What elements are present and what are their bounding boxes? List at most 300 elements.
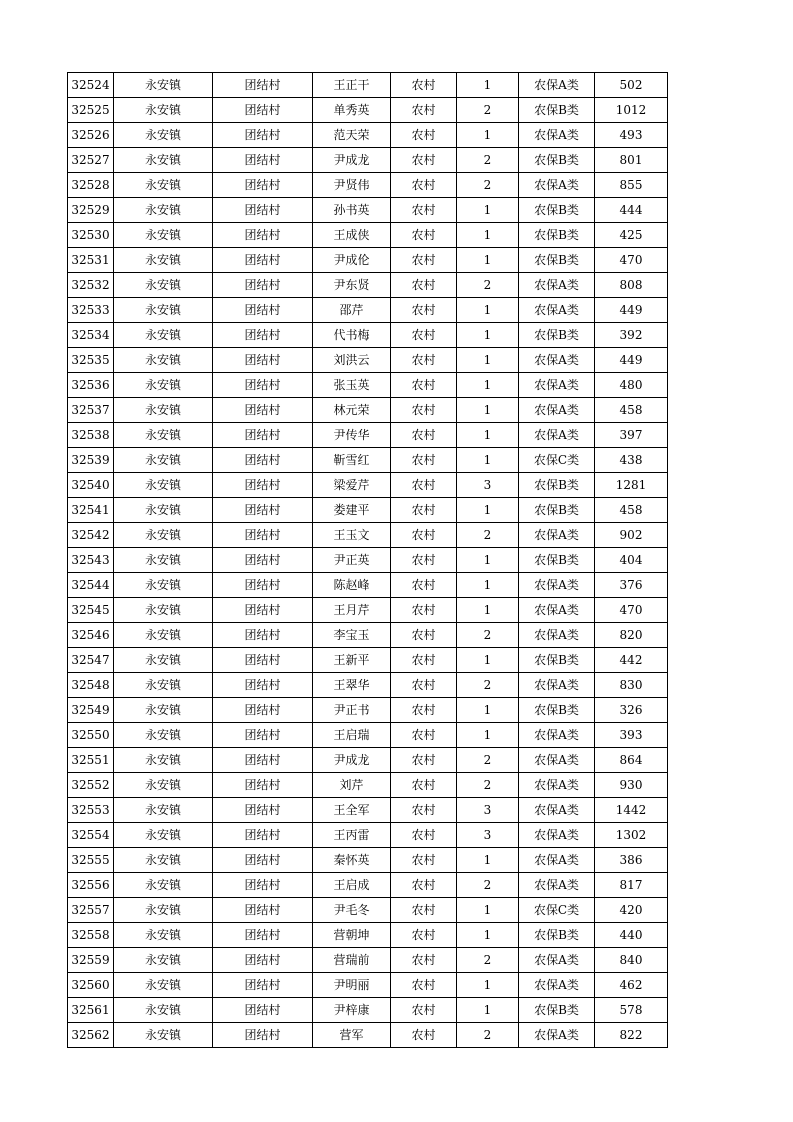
amount-cell: 470 (595, 598, 668, 623)
name-cell: 营朝坤 (313, 923, 391, 948)
amount-cell: 820 (595, 623, 668, 648)
row-id-cell: 32524 (68, 73, 114, 98)
amount-cell: 458 (595, 398, 668, 423)
table-row (68, 998, 668, 1023)
row-id-cell: 32536 (68, 373, 114, 398)
row-id-cell: 32551 (68, 748, 114, 773)
household-count-cell: 2 (457, 273, 519, 298)
town-cell: 永安镇 (114, 798, 213, 823)
town-cell: 永安镇 (114, 448, 213, 473)
amount-cell: 902 (595, 523, 668, 548)
table-row (68, 173, 668, 198)
area-type-cell: 农村 (391, 898, 457, 923)
amount-cell: 864 (595, 748, 668, 773)
household-count-cell: 1 (457, 573, 519, 598)
name-cell: 王丙雷 (313, 823, 391, 848)
name-cell: 王新平 (313, 648, 391, 673)
town-cell: 永安镇 (114, 723, 213, 748)
row-id-cell: 32554 (68, 823, 114, 848)
household-count-cell: 1 (457, 448, 519, 473)
amount-cell: 420 (595, 898, 668, 923)
town-cell: 永安镇 (114, 823, 213, 848)
row-id-cell: 32549 (68, 698, 114, 723)
town-cell: 永安镇 (114, 873, 213, 898)
row-id-cell: 32531 (68, 248, 114, 273)
village-cell: 团结村 (213, 148, 313, 173)
insurance-class-cell: 农保A类 (519, 798, 595, 823)
household-count-cell: 1 (457, 698, 519, 723)
row-id-cell: 32555 (68, 848, 114, 873)
village-cell: 团结村 (213, 598, 313, 623)
name-cell: 王正干 (313, 73, 391, 98)
town-cell: 永安镇 (114, 123, 213, 148)
village-cell: 团结村 (213, 498, 313, 523)
area-type-cell: 农村 (391, 73, 457, 98)
household-count-cell: 1 (457, 498, 519, 523)
amount-cell: 1281 (595, 473, 668, 498)
table-body (68, 73, 668, 1048)
name-cell: 秦怀英 (313, 848, 391, 873)
table-row (68, 248, 668, 273)
area-type-cell: 农村 (391, 573, 457, 598)
name-cell: 李宝玉 (313, 623, 391, 648)
data-table (67, 72, 668, 1048)
village-cell: 团结村 (213, 323, 313, 348)
household-count-cell: 1 (457, 898, 519, 923)
town-cell: 永安镇 (114, 498, 213, 523)
town-cell: 永安镇 (114, 73, 213, 98)
name-cell: 营军 (313, 1023, 391, 1048)
household-count-cell: 2 (457, 523, 519, 548)
row-id-cell: 32559 (68, 948, 114, 973)
household-count-cell: 1 (457, 73, 519, 98)
village-cell: 团结村 (213, 948, 313, 973)
village-cell: 团结村 (213, 523, 313, 548)
household-count-cell: 2 (457, 1023, 519, 1048)
household-count-cell: 1 (457, 373, 519, 398)
table-row (68, 98, 668, 123)
area-type-cell: 农村 (391, 598, 457, 623)
village-cell: 团结村 (213, 923, 313, 948)
area-type-cell: 农村 (391, 698, 457, 723)
household-count-cell: 3 (457, 798, 519, 823)
area-type-cell: 农村 (391, 773, 457, 798)
household-count-cell: 1 (457, 973, 519, 998)
insurance-class-cell: 农保A类 (519, 773, 595, 798)
village-cell: 团结村 (213, 248, 313, 273)
area-type-cell: 农村 (391, 748, 457, 773)
area-type-cell: 农村 (391, 648, 457, 673)
village-cell: 团结村 (213, 298, 313, 323)
village-cell: 团结村 (213, 273, 313, 298)
town-cell: 永安镇 (114, 348, 213, 373)
area-type-cell: 农村 (391, 223, 457, 248)
table-row (68, 598, 668, 623)
household-count-cell: 1 (457, 398, 519, 423)
amount-cell: 376 (595, 573, 668, 598)
insurance-class-cell: 农保A类 (519, 73, 595, 98)
insurance-class-cell: 农保A类 (519, 348, 595, 373)
name-cell: 娄建平 (313, 498, 391, 523)
area-type-cell: 农村 (391, 623, 457, 648)
name-cell: 刘洪云 (313, 348, 391, 373)
table-row (68, 473, 668, 498)
household-count-cell: 2 (457, 873, 519, 898)
insurance-class-cell: 农保C类 (519, 898, 595, 923)
table-row (68, 198, 668, 223)
amount-cell: 462 (595, 973, 668, 998)
area-type-cell: 农村 (391, 448, 457, 473)
area-type-cell: 农村 (391, 673, 457, 698)
row-id-cell: 32561 (68, 998, 114, 1023)
town-cell: 永安镇 (114, 298, 213, 323)
insurance-class-cell: 农保B类 (519, 148, 595, 173)
town-cell: 永安镇 (114, 473, 213, 498)
table-row (68, 348, 668, 373)
row-id-cell: 32550 (68, 723, 114, 748)
name-cell: 营瑞前 (313, 948, 391, 973)
household-count-cell: 1 (457, 123, 519, 148)
village-cell: 团结村 (213, 223, 313, 248)
table-row (68, 123, 668, 148)
amount-cell: 480 (595, 373, 668, 398)
town-cell: 永安镇 (114, 398, 213, 423)
row-id-cell: 32533 (68, 298, 114, 323)
area-type-cell: 农村 (391, 348, 457, 373)
name-cell: 林元荣 (313, 398, 391, 423)
insurance-class-cell: 农保A类 (519, 948, 595, 973)
amount-cell: 830 (595, 673, 668, 698)
town-cell: 永安镇 (114, 173, 213, 198)
insurance-class-cell: 农保A类 (519, 723, 595, 748)
village-cell: 团结村 (213, 998, 313, 1023)
table-row (68, 448, 668, 473)
village-cell: 团结村 (213, 648, 313, 673)
amount-cell: 392 (595, 323, 668, 348)
village-cell: 团结村 (213, 73, 313, 98)
village-cell: 团结村 (213, 723, 313, 748)
insurance-class-cell: 农保B类 (519, 498, 595, 523)
household-count-cell: 3 (457, 823, 519, 848)
amount-cell: 930 (595, 773, 668, 798)
table-row (68, 973, 668, 998)
name-cell: 尹毛冬 (313, 898, 391, 923)
village-cell: 团结村 (213, 198, 313, 223)
table-row (68, 923, 668, 948)
amount-cell: 470 (595, 248, 668, 273)
name-cell: 尹正书 (313, 698, 391, 723)
row-id-cell: 32560 (68, 973, 114, 998)
amount-cell: 404 (595, 548, 668, 573)
village-cell: 团结村 (213, 1023, 313, 1048)
name-cell: 张玉英 (313, 373, 391, 398)
row-id-cell: 32545 (68, 598, 114, 623)
household-count-cell: 1 (457, 848, 519, 873)
row-id-cell: 32529 (68, 198, 114, 223)
name-cell: 尹成伦 (313, 248, 391, 273)
row-id-cell: 32541 (68, 498, 114, 523)
insurance-class-cell: 农保A类 (519, 848, 595, 873)
amount-cell: 1012 (595, 98, 668, 123)
row-id-cell: 32553 (68, 798, 114, 823)
village-cell: 团结村 (213, 898, 313, 923)
household-count-cell: 2 (457, 948, 519, 973)
village-cell: 团结村 (213, 173, 313, 198)
area-type-cell: 农村 (391, 248, 457, 273)
name-cell: 王全军 (313, 798, 391, 823)
household-count-cell: 2 (457, 623, 519, 648)
amount-cell: 840 (595, 948, 668, 973)
insurance-class-cell: 农保A类 (519, 273, 595, 298)
town-cell: 永安镇 (114, 948, 213, 973)
row-id-cell: 32552 (68, 773, 114, 798)
household-count-cell: 1 (457, 323, 519, 348)
row-id-cell: 32547 (68, 648, 114, 673)
table-row (68, 1023, 668, 1048)
household-count-cell: 2 (457, 173, 519, 198)
town-cell: 永安镇 (114, 1023, 213, 1048)
name-cell: 尹成龙 (313, 748, 391, 773)
table-row (68, 148, 668, 173)
town-cell: 永安镇 (114, 248, 213, 273)
name-cell: 尹成龙 (313, 148, 391, 173)
name-cell: 尹正英 (313, 548, 391, 573)
name-cell: 梁爱芹 (313, 473, 391, 498)
area-type-cell: 农村 (391, 848, 457, 873)
amount-cell: 386 (595, 848, 668, 873)
household-count-cell: 1 (457, 998, 519, 1023)
insurance-class-cell: 农保A类 (519, 823, 595, 848)
table-row (68, 373, 668, 398)
town-cell: 永安镇 (114, 973, 213, 998)
village-cell: 团结村 (213, 98, 313, 123)
row-id-cell: 32530 (68, 223, 114, 248)
name-cell: 尹梓康 (313, 998, 391, 1023)
amount-cell: 425 (595, 223, 668, 248)
row-id-cell: 32543 (68, 548, 114, 573)
area-type-cell: 农村 (391, 723, 457, 748)
village-cell: 团结村 (213, 448, 313, 473)
village-cell: 团结村 (213, 573, 313, 598)
amount-cell: 578 (595, 998, 668, 1023)
name-cell: 刘芹 (313, 773, 391, 798)
amount-cell: 822 (595, 1023, 668, 1048)
name-cell: 王月芹 (313, 598, 391, 623)
area-type-cell: 农村 (391, 273, 457, 298)
insurance-class-cell: 农保B类 (519, 473, 595, 498)
town-cell: 永安镇 (114, 373, 213, 398)
table-row (68, 298, 668, 323)
area-type-cell: 农村 (391, 823, 457, 848)
household-count-cell: 2 (457, 98, 519, 123)
name-cell: 尹传华 (313, 423, 391, 448)
name-cell: 王玉文 (313, 523, 391, 548)
village-cell: 团结村 (213, 748, 313, 773)
village-cell: 团结村 (213, 373, 313, 398)
amount-cell: 502 (595, 73, 668, 98)
town-cell: 永安镇 (114, 98, 213, 123)
name-cell: 尹东贤 (313, 273, 391, 298)
amount-cell: 458 (595, 498, 668, 523)
insurance-class-cell: 农保B类 (519, 698, 595, 723)
insurance-class-cell: 农保B类 (519, 923, 595, 948)
amount-cell: 440 (595, 923, 668, 948)
table-row (68, 773, 668, 798)
name-cell: 孙书英 (313, 198, 391, 223)
insurance-class-cell: 农保A类 (519, 523, 595, 548)
area-type-cell: 农村 (391, 148, 457, 173)
amount-cell: 442 (595, 648, 668, 673)
name-cell: 单秀英 (313, 98, 391, 123)
insurance-class-cell: 农保B类 (519, 223, 595, 248)
household-count-cell: 1 (457, 198, 519, 223)
area-type-cell: 农村 (391, 198, 457, 223)
amount-cell: 393 (595, 723, 668, 748)
name-cell: 王启成 (313, 873, 391, 898)
area-type-cell: 农村 (391, 323, 457, 348)
insurance-class-cell: 农保A类 (519, 673, 595, 698)
town-cell: 永安镇 (114, 648, 213, 673)
table-row (68, 398, 668, 423)
town-cell: 永安镇 (114, 623, 213, 648)
table-row (68, 823, 668, 848)
village-cell: 团结村 (213, 823, 313, 848)
village-cell: 团结村 (213, 623, 313, 648)
row-id-cell: 32532 (68, 273, 114, 298)
town-cell: 永安镇 (114, 673, 213, 698)
row-id-cell: 32542 (68, 523, 114, 548)
household-count-cell: 2 (457, 673, 519, 698)
village-cell: 团结村 (213, 798, 313, 823)
insurance-class-cell: 农保B类 (519, 648, 595, 673)
insurance-class-cell: 农保B类 (519, 198, 595, 223)
table-row (68, 498, 668, 523)
area-type-cell: 农村 (391, 498, 457, 523)
row-id-cell: 32540 (68, 473, 114, 498)
insurance-class-cell: 农保B类 (519, 248, 595, 273)
area-type-cell: 农村 (391, 373, 457, 398)
area-type-cell: 农村 (391, 998, 457, 1023)
area-type-cell: 农村 (391, 798, 457, 823)
row-id-cell: 32558 (68, 923, 114, 948)
row-id-cell: 32525 (68, 98, 114, 123)
row-id-cell: 32556 (68, 873, 114, 898)
insurance-class-cell: 农保C类 (519, 448, 595, 473)
insurance-class-cell: 农保B类 (519, 548, 595, 573)
village-cell: 团结村 (213, 773, 313, 798)
amount-cell: 449 (595, 348, 668, 373)
row-id-cell: 32562 (68, 1023, 114, 1048)
insurance-class-cell: 农保A类 (519, 423, 595, 448)
amount-cell: 438 (595, 448, 668, 473)
village-cell: 团结村 (213, 123, 313, 148)
insurance-class-cell: 农保A类 (519, 123, 595, 148)
household-count-cell: 1 (457, 298, 519, 323)
village-cell: 团结村 (213, 673, 313, 698)
name-cell: 代书梅 (313, 323, 391, 348)
name-cell: 王成侠 (313, 223, 391, 248)
household-count-cell: 2 (457, 773, 519, 798)
household-count-cell: 2 (457, 748, 519, 773)
table-row (68, 523, 668, 548)
area-type-cell: 农村 (391, 923, 457, 948)
household-count-cell: 1 (457, 223, 519, 248)
area-type-cell: 农村 (391, 423, 457, 448)
area-type-cell: 农村 (391, 298, 457, 323)
table-row (68, 548, 668, 573)
table-row (68, 573, 668, 598)
table-row (68, 748, 668, 773)
name-cell: 陈赵峰 (313, 573, 391, 598)
town-cell: 永安镇 (114, 523, 213, 548)
area-type-cell: 农村 (391, 1023, 457, 1048)
town-cell: 永安镇 (114, 148, 213, 173)
name-cell: 王翠华 (313, 673, 391, 698)
table-row (68, 798, 668, 823)
town-cell: 永安镇 (114, 323, 213, 348)
table-row (68, 673, 668, 698)
area-type-cell: 农村 (391, 123, 457, 148)
area-type-cell: 农村 (391, 948, 457, 973)
name-cell: 尹贤伟 (313, 173, 391, 198)
household-count-cell: 1 (457, 548, 519, 573)
insurance-class-cell: 农保A类 (519, 973, 595, 998)
village-cell: 团结村 (213, 973, 313, 998)
town-cell: 永安镇 (114, 698, 213, 723)
table-row (68, 323, 668, 348)
table-row (68, 648, 668, 673)
village-cell: 团结村 (213, 398, 313, 423)
table-row (68, 273, 668, 298)
row-id-cell: 32534 (68, 323, 114, 348)
area-type-cell: 农村 (391, 398, 457, 423)
town-cell: 永安镇 (114, 273, 213, 298)
amount-cell: 449 (595, 298, 668, 323)
amount-cell: 493 (595, 123, 668, 148)
row-id-cell: 32539 (68, 448, 114, 473)
household-count-cell: 1 (457, 648, 519, 673)
household-count-cell: 1 (457, 423, 519, 448)
town-cell: 永安镇 (114, 898, 213, 923)
area-type-cell: 农村 (391, 523, 457, 548)
household-count-cell: 3 (457, 473, 519, 498)
name-cell: 靳雪红 (313, 448, 391, 473)
name-cell: 邵芹 (313, 298, 391, 323)
table-row (68, 848, 668, 873)
table-row (68, 898, 668, 923)
area-type-cell: 农村 (391, 548, 457, 573)
row-id-cell: 32557 (68, 898, 114, 923)
name-cell: 尹明丽 (313, 973, 391, 998)
amount-cell: 1442 (595, 798, 668, 823)
household-count-cell: 1 (457, 248, 519, 273)
row-id-cell: 32526 (68, 123, 114, 148)
row-id-cell: 32544 (68, 573, 114, 598)
village-cell: 团结村 (213, 473, 313, 498)
row-id-cell: 32528 (68, 173, 114, 198)
village-cell: 团结村 (213, 348, 313, 373)
insurance-class-cell: 农保B类 (519, 998, 595, 1023)
insurance-class-cell: 农保A类 (519, 1023, 595, 1048)
table-row (68, 723, 668, 748)
household-count-cell: 1 (457, 723, 519, 748)
insurance-class-cell: 农保A类 (519, 373, 595, 398)
insurance-class-cell: 农保A类 (519, 398, 595, 423)
table-row (68, 423, 668, 448)
town-cell: 永安镇 (114, 773, 213, 798)
household-count-cell: 2 (457, 148, 519, 173)
town-cell: 永安镇 (114, 573, 213, 598)
